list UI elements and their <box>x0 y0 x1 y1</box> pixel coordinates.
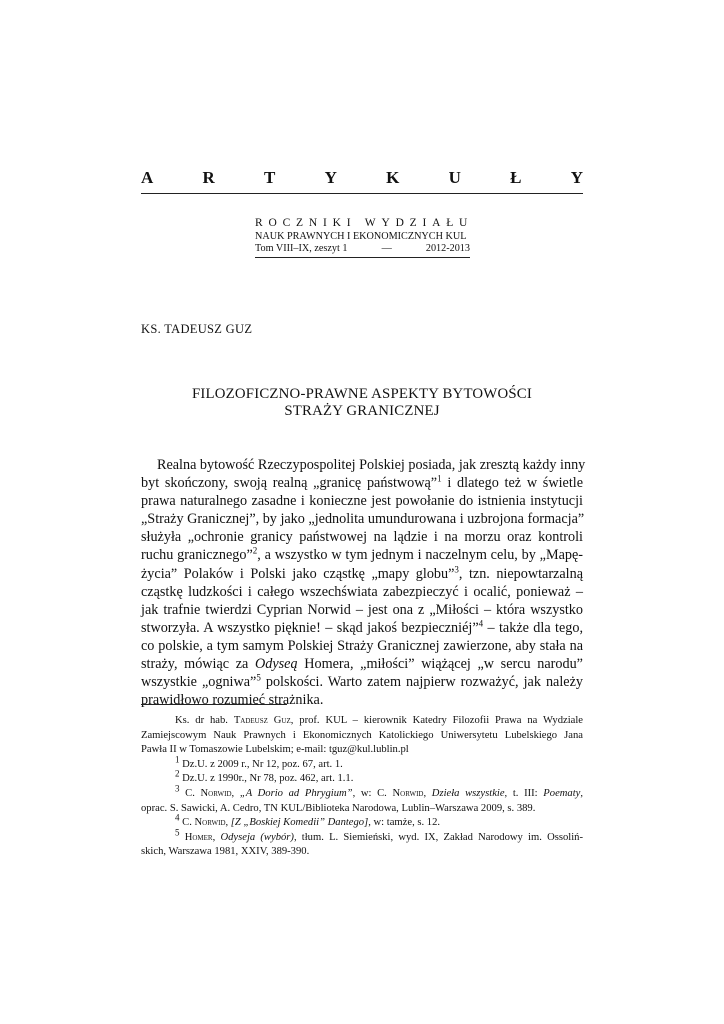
section-divider <box>141 193 583 194</box>
body-line: wszystkie „ogniwa”$^5$ polskości. Warto zatem najpierw rozważyć, jak należy <box>141 672 583 691</box>
section-letter: R <box>202 168 215 187</box>
footnote-5 <box>141 827 584 860</box>
body-paragraph <box>141 456 586 709</box>
body-line: co polskie, a tym samym Polskiej Straży Granicznej zawierzone, aby stała na <box>141 637 583 654</box>
body-line: jak trafnie twierdzi Cyprian Norwid – jest ona z „Miłości – która wszystko <box>141 601 583 618</box>
footnote-line: Pawła II w Tomaszowie Lubelskim; e-mail: tguz@kul.lublin.pl <box>141 744 409 756</box>
body-line: prawa naturalnego zasadne i konieczne jest powołanie do istnienia instytucji <box>141 493 583 510</box>
journal-volume-line <box>255 243 470 258</box>
body-line: cząstkę ludzkości i całego wszechświata zabezpieczyć i ocalić, ponieważ – <box>141 583 583 600</box>
journal-header <box>255 216 474 258</box>
body-line: „Straży Granicznej”, by jako „jednolita umundurowana i uzbrojona formacja” <box>141 511 585 528</box>
journal-years: 2012-2013 <box>425 243 470 254</box>
footnote-2 <box>141 768 583 787</box>
footnote-ref: 5 <box>256 672 261 683</box>
body-line: służyła „ochronie granicy państwowej na lądzie i na morzu oraz kontroli <box>141 529 583 546</box>
footnote-line: oprac. S. Sawicki, A. Cedro, TN KUL/Biblioteka Narodowa, Lublin–Warszawa 2009, s. 389. <box>141 802 536 814</box>
title-line: STRAŻY GRANICZNEJ <box>284 403 440 419</box>
journal-name: ROCZNIKI WYDZIAŁU <box>255 217 474 229</box>
body-line: życia” Polaków i Polski jako cząstkę „mapy globu”$^3$, tzn. niepowtarzalną <box>141 563 583 582</box>
section-letter: Y <box>324 168 337 187</box>
footnote-ref: 4 <box>478 618 484 629</box>
body-line: byt skończony, swoją realną „granicę państwową”$^1$ i dlatego też w świetle <box>141 473 583 492</box>
footnote-author <box>141 714 583 758</box>
section-heading <box>141 168 583 188</box>
author-name: KS. TADEUSZ GUZ <box>141 322 253 336</box>
footnote-line: $^5$ Homer, Odyseja (wybór), tłum. L. Siemieński, wyd. IX, Zakład Narodowy im. Ossoliń- <box>175 827 584 843</box>
footnote-ref: 2 <box>252 545 258 556</box>
section-letter: Ł <box>510 168 522 187</box>
section-letter: A <box>141 168 154 187</box>
journal-faculty: NAUK PRAWNYCH I EKONOMICZNYCH KUL <box>255 231 467 242</box>
footnote-line: $^3$ C. Norwid, „A Dorio ad Phrygium”, w: C. Norwid, Dzieła wszystkie, t. III: Poematy, <box>175 783 584 799</box>
footnote-ref: 1 <box>437 473 442 484</box>
body-line: prawidłowo rozumieć strażnika. <box>141 692 324 709</box>
article-title <box>141 386 583 420</box>
journal-dash: — <box>381 243 392 254</box>
title-line: FILOZOFICZNO-PRAWNE ASPEKTY BYTOWOŚCI <box>192 386 532 402</box>
body-line: ruchu granicznego”$^2$, a wszystko w tym jednym i naczelnym celu, by „Mapę- <box>141 545 583 564</box>
footnote-ref: 3 <box>454 563 459 574</box>
section-letter: U <box>448 168 461 187</box>
footnote-3 <box>141 783 584 816</box>
footnote-line: Zamiejscowym Nauk Prawnych i Ekonomicznych Katolickiego Uniwersytetu Lubelskiego Jana <box>141 729 583 741</box>
footnote-line: $^2$ Dz.U. z 1990r., Nr 78, poz. 462, art. 1.1. <box>175 768 354 785</box>
section-letter: Y <box>570 168 583 187</box>
footnote-4 <box>141 812 583 831</box>
footnote-line: $^4$ C. Norwid, [Z „Boskiej Komedii” Dantego], w: tamże, s. 12. <box>175 812 441 829</box>
footnote-line: Ks. dr hab. Tadeusz Guz, prof. KUL – kierownik Katedry Filozofii Prawa na Wydziale <box>175 715 584 726</box>
footnote-1 <box>141 754 583 773</box>
footnotes <box>141 714 583 860</box>
body-line: straży, mówiąc za Odyseą Homera, „miłości” wiążącej „w sercu narodu” <box>141 656 583 673</box>
section-letter: K <box>386 168 400 187</box>
footnote-line: $^1$ Dz.U. z 2009 r., Nr 12, poz. 67, art. 1. <box>175 754 343 770</box>
footnote-line: skich, Warszawa 1981, XXIV, 389-390. <box>141 846 310 858</box>
footnote-divider <box>141 704 287 705</box>
section-letter: T <box>264 168 276 187</box>
body-line: Realna bytowość Rzeczypospolitej Polskiej posiada, jak zresztą każdy inny <box>157 457 586 473</box>
body-line: stworzyła. A wszystko pięknie! – skąd jakoś bezpieczniéj”$^4$ – także dla tego, <box>141 618 583 636</box>
journal-volume: Tom VIII–IX, zeszyt 1 <box>255 243 348 254</box>
